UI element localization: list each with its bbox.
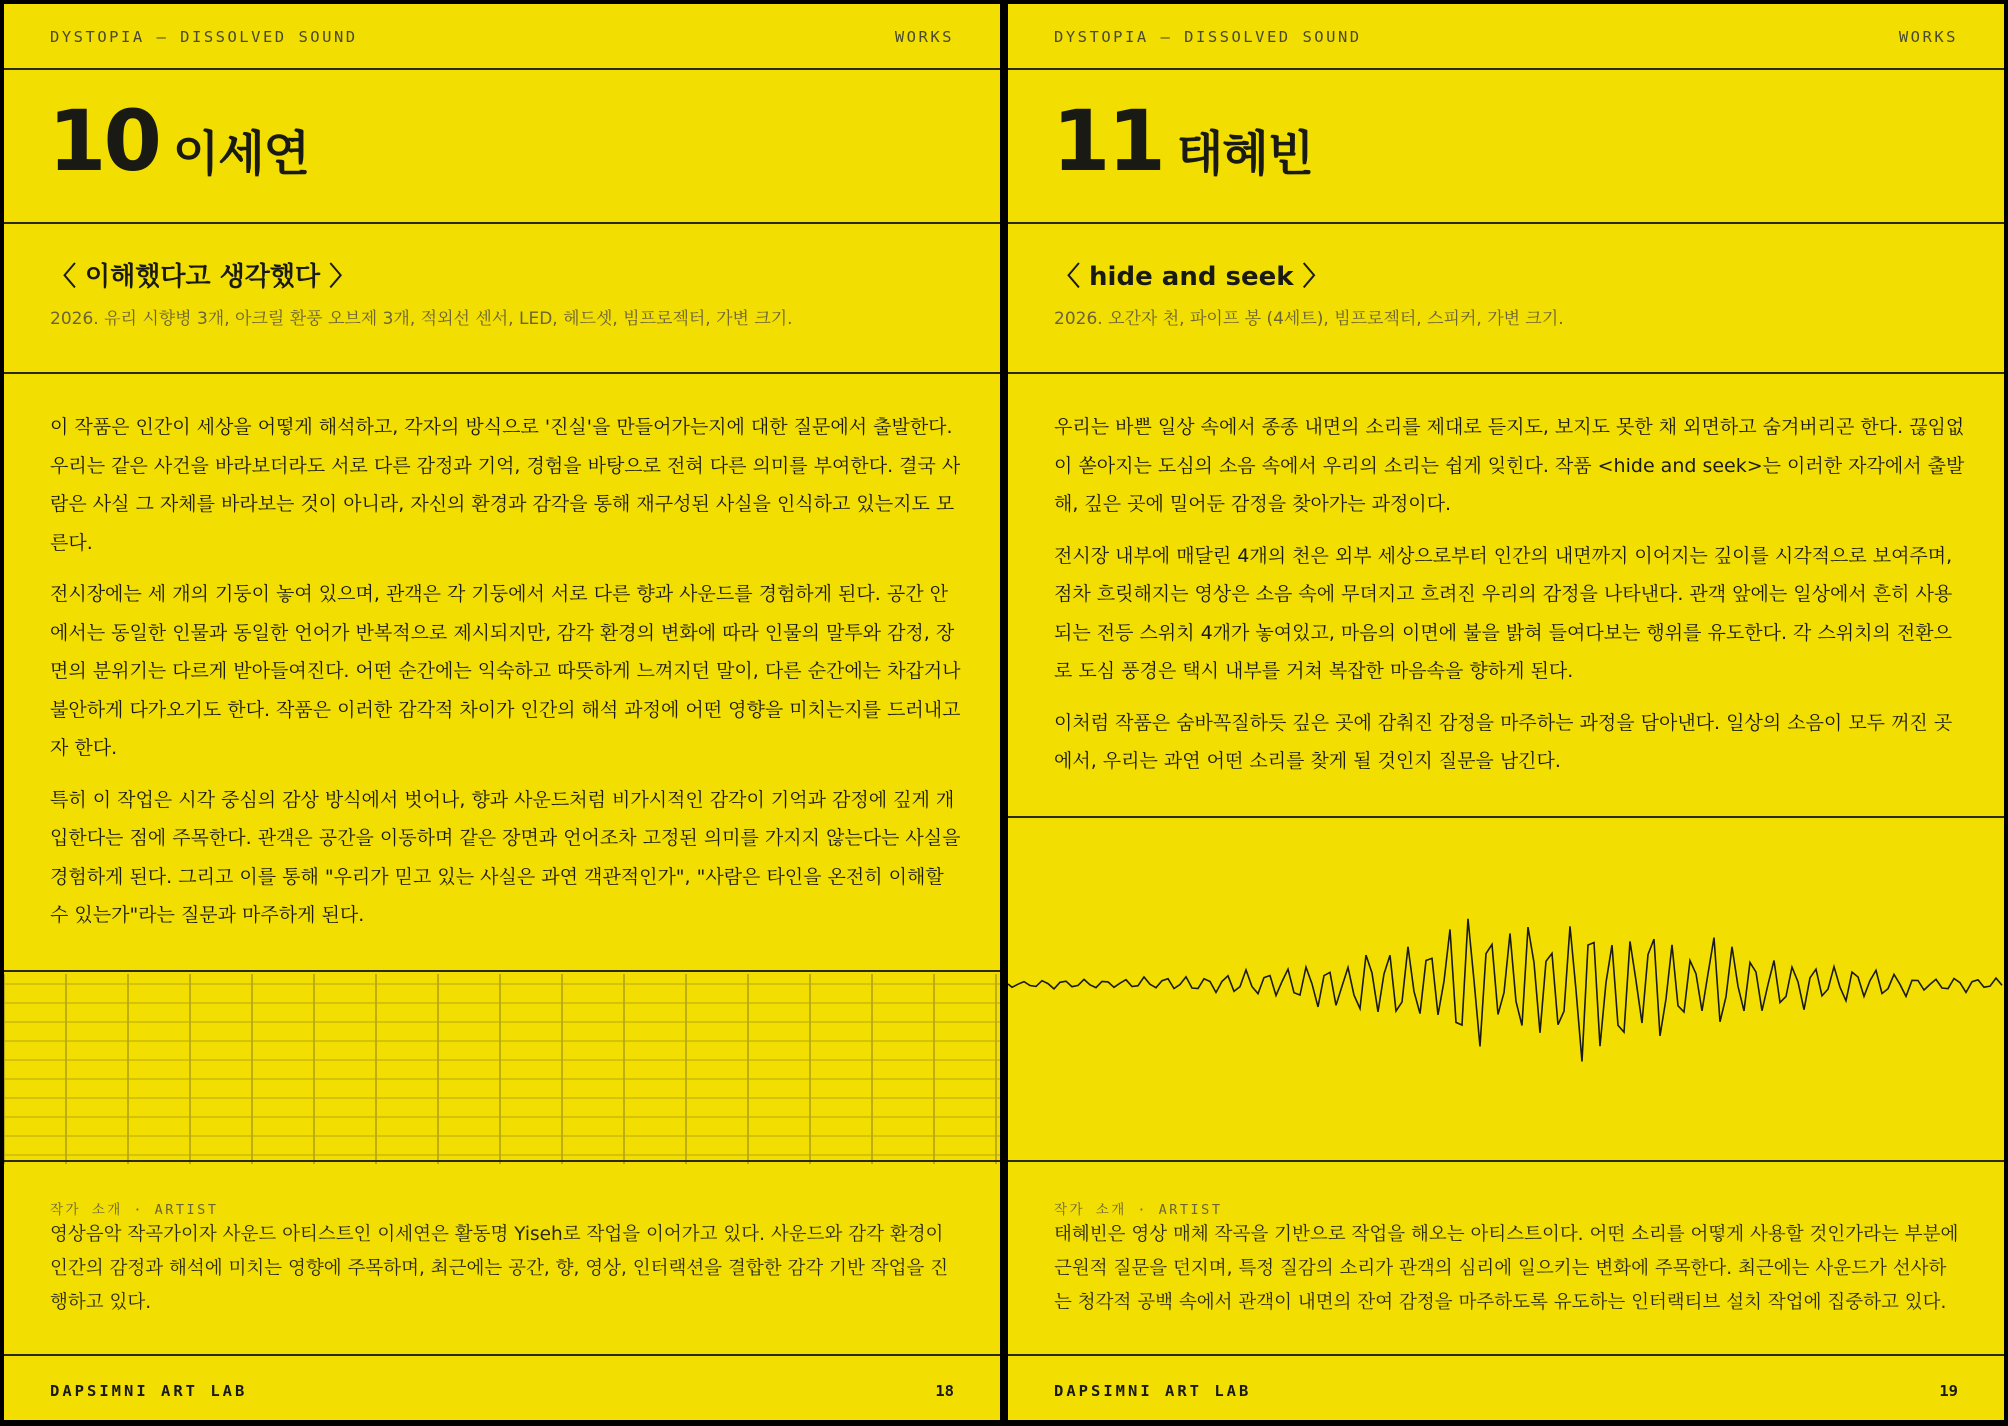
divider bbox=[4, 372, 1000, 374]
divider bbox=[1008, 222, 2004, 224]
divider bbox=[1008, 372, 2004, 374]
divider bbox=[1008, 816, 2004, 818]
running-head bbox=[1054, 28, 1958, 46]
artist-heading bbox=[48, 92, 309, 190]
waveform-line bbox=[1008, 919, 2002, 1062]
paragraph: 이처럼 작품은 숨바꼭질하듯 깊은 곳에 감춰진 감정을 마주하는 과정을 담아낸다. 일상의 소음이 모두 꺼진 곳에서, 우리는 과연 어떤 소리를 찾게 될 것인지 질문을 남긴다. bbox=[1054, 711, 1953, 772]
artist-heading bbox=[1052, 92, 1313, 190]
work-description bbox=[1054, 408, 1970, 794]
work-number: 10 bbox=[48, 92, 159, 190]
paragraph: 전시장 내부에 매달린 4개의 천은 외부 세상으로부터 인간의 내면까지 이어지는 깊이를 시각적으로 보여주며, 점차 흐릿해지는 영상은 소음 속에 무뎌지고 흐려진 우리의 감정을 나타낸다. 관객 앞에는 일상에서 흔히 사용되는 전등 스위치 4개가 놓여있고, 마음의 이면에 불을 밝혀 들여다보는 행위를 유도한다. 각 스위치의 전환으로 도심 풍경은 택시 내부를 거쳐 복잡한 마음속을 향하게 된다. bbox=[1054, 544, 1953, 682]
running-head-section: WORKS bbox=[894, 28, 954, 46]
grid-graphic bbox=[4, 974, 1000, 1164]
page-number: 18 bbox=[935, 1382, 954, 1400]
paragraph: 이 작품은 인간이 세상을 어떻게 해석하고, 각자의 방식으로 '진실'을 만들어가는지에 대한 질문에서 출발한다. 우리는 같은 사건을 바라보더라도 서로 다른 감정과 기억, 경험을 바탕으로 전혀 다른 의미를 부여한다. 결국 사람은 사실 그 자체를 바라보는 것이 아니라, 자신의 환경과 감각을 통해 재구성된 사실을 인식하고 있는지도 모른다. bbox=[50, 416, 961, 554]
work-meta: 2026. 유리 시향병 3개, 아크릴 환풍 오브제 3개, 적외선 센서, LED, 헤드셋, 빔프로젝터, 가변 크기. bbox=[50, 309, 793, 329]
work-title: 〈 이해했다고 생각했다 〉 bbox=[50, 262, 356, 292]
work-meta: 2026. 오간자 천, 파이프 봉 (4세트), 빔프로젝터, 스피커, 가변 크기. bbox=[1054, 309, 1564, 329]
divider bbox=[1008, 68, 2004, 70]
waveform-graphic bbox=[1008, 884, 2004, 1084]
divider bbox=[4, 970, 1000, 972]
footer-publisher: DAPSIMNI ART LAB bbox=[1054, 1382, 1252, 1400]
bio-label: 작가 소개 · ARTIST bbox=[1054, 1202, 1223, 1218]
running-head bbox=[50, 28, 954, 46]
paragraph: 우리는 바쁜 일상 속에서 종종 내면의 소리를 제대로 듣지도, 보지도 못한 채 외면하고 숨겨버리곤 한다. 끊임없이 쏟아지는 도심의 소음 속에서 우리의 소리는 쉽게 잊힌다. 작품 <hide and seek>는 이러한 자각에서 출발해, 깊은 곳에 밀어둔 감정을 찾아가는 과정이다. bbox=[1054, 416, 1965, 515]
artist-name: 태혜빈 bbox=[1176, 126, 1314, 182]
page-left bbox=[4, 4, 1000, 1420]
artist-name: 이세연 bbox=[172, 126, 310, 182]
running-head-title: DYSTOPIA — DISSOLVED SOUND bbox=[1054, 28, 1362, 46]
divider bbox=[4, 68, 1000, 70]
running-head-title: DYSTOPIA — DISSOLVED SOUND bbox=[50, 28, 358, 46]
paragraph: 특히 이 작업은 시각 중심의 감상 방식에서 벗어나, 향과 사운드처럼 비가시적인 감각이 기억과 감정에 깊게 개입한다는 점에 주목한다. 관객은 공간을 이동하며 같은 장면과 언어조차 고정된 의미를 가지지 않는다는 사실을 경험하게 된다. 그리고 이를 통해 "우리가 믿고 있는 사실은 과연 객관적인가", "사람은 타인을 온전히 이해할 수 있는가"라는 질문과 마주하게 된다. bbox=[50, 788, 961, 926]
divider bbox=[4, 1354, 1000, 1356]
footer-publisher: DAPSIMNI ART LAB bbox=[50, 1382, 248, 1400]
page-number: 19 bbox=[1939, 1382, 1958, 1400]
divider bbox=[4, 222, 1000, 224]
divider bbox=[4, 1160, 1000, 1162]
running-head-section: WORKS bbox=[1898, 28, 1958, 46]
artist-bio: 영상음악 작곡가이자 사운드 아티스트인 이세연은 활동명 Yiseh로 작업을 이어가고 있다. 사운드와 감각 환경이 인간의 감정과 해석에 미치는 영향에 주목하며, 최근에는 공간, 향, 영상, 인터랙션을 결합한 감각 기반 작업을 진행하고 있다. bbox=[50, 1224, 949, 1313]
bio-label: 작가 소개 · ARTIST bbox=[50, 1202, 219, 1218]
divider bbox=[1008, 1354, 2004, 1356]
work-description bbox=[50, 408, 966, 948]
work-title: 〈 hide and seek 〉 bbox=[1054, 262, 1329, 292]
paragraph: 전시장에는 세 개의 기둥이 놓여 있으며, 관객은 각 기둥에서 서로 다른 향과 사운드를 경험하게 된다. 공간 안에서는 동일한 인물과 동일한 언어가 반복적으로 제시되지만, 감각 환경의 변화에 따라 인물의 말투와 감정, 장면의 분위기는 다르게 받아들여진다. 어떤 순간에는 익숙하고 따뜻하게 느껴지던 말이, 다른 순간에는 차갑거나 불안하게 다가오기도 한다. 작품은 이러한 감각적 차이가 인간의 해석 과정에 어떤 영향을 미치는지를 드러내고자 한다. bbox=[50, 583, 961, 759]
work-number: 11 bbox=[1052, 92, 1163, 190]
divider bbox=[1008, 1160, 2004, 1162]
page-right bbox=[1008, 4, 2004, 1420]
artist-bio: 태혜빈은 영상 매체 작곡을 기반으로 작업을 해오는 아티스트이다. 어떤 소리를 어떻게 사용할 것인가라는 부분에 근원적 질문을 던지며, 특정 질감의 소리가 관객의 심리에 일으키는 변화에 주목한다. 최근에는 사운드가 선사하는 청각적 공백 속에서 관객이 내면의 잔여 감정을 마주하도록 유도하는 인터랙티브 설치 작업에 집중하고 있다. bbox=[1054, 1224, 1959, 1313]
